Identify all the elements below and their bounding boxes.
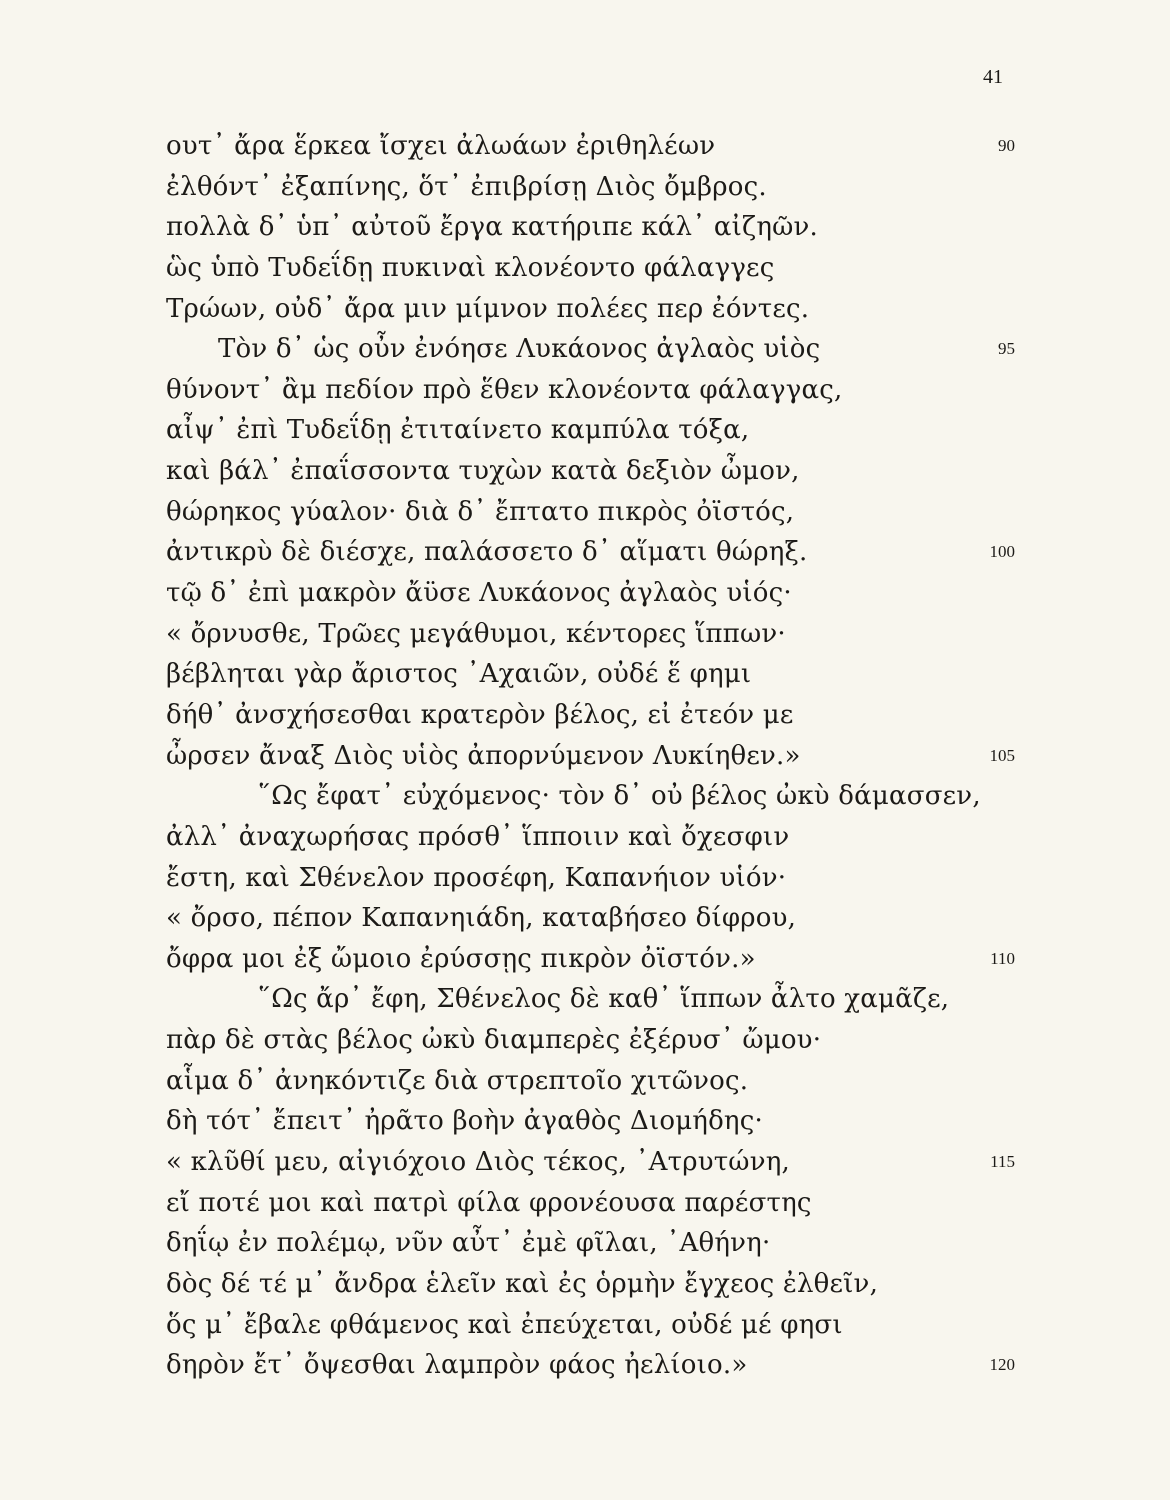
verse-line <box>0 126 1170 167</box>
verse-line <box>0 776 1170 817</box>
verse-line <box>0 1223 1170 1264</box>
verse-text: δὴ τότ᾽ ἔπειτ᾽ ἠρᾶτο βοὴν ἀγαθὸς Διομήδης· <box>166 1106 763 1137</box>
verse-text: θύνοντ᾽ ἂμ πεδίον πρὸ ἕθεν κλονέοντα φάλαγγας, <box>166 374 843 405</box>
line-number: 120 <box>989 1355 1015 1375</box>
verse-text: δηΐῳ ἐν πολέμῳ, νῦν αὖτ᾽ ἐμὲ φῖλαι, ᾿Αθήνη· <box>166 1228 771 1259</box>
verse-line <box>0 1345 1170 1386</box>
verse-line <box>0 492 1170 533</box>
verse-text: ουτ᾽ ἄρα ἕρκεα ἴσχει ἀλωάων ἐριθηλέων <box>166 131 716 161</box>
verse-line <box>0 248 1170 289</box>
verse-text: βέβληται γὰρ ἄριστος ᾿Αχαιῶν, οὐδέ ἕ φημι <box>166 659 752 690</box>
verse-text: εἴ ποτέ μοι καὶ πατρὶ φίλα φρονέουσα παρέστης <box>166 1187 812 1218</box>
verse-text: δὸς δέ τέ μ᾽ ἄνδρα ἑλεῖν καὶ ἐς ὁρμὴν ἔγχεος ἐλθεῖν, <box>166 1268 879 1299</box>
verse-line <box>0 858 1170 899</box>
verse-text: ἐλθόντ᾽ ἐξαπίνης, ὅτ᾽ ἐπιβρίσῃ Διὸς ὄμβρος. <box>166 171 767 202</box>
verse-text: θώρηκος γύαλον· διὰ δ᾽ ἔπτατο πικρὸς ὀϊστός, <box>166 496 795 527</box>
verse-text: πὰρ δὲ στὰς βέλος ὠκὺ διαμπερὲς ἐξέρυσ᾽ ὤμου· <box>166 1025 822 1056</box>
verse-text: Τρώων, οὐδ᾽ ἄρα μιν μίμνον πολέες περ ἐόντες. <box>166 293 810 324</box>
line-number: 110 <box>990 948 1015 968</box>
verse-line <box>0 329 1170 370</box>
verse-text: « ὄρσο, πέπον Καπανηιάδη, καταβήσεο δίφρου, <box>166 903 797 934</box>
verse-text: δήθ᾽ ἀνσχήσεσθαι κρατερὸν βέλος, εἰ ἐτεόν με <box>166 699 794 730</box>
verse-line <box>0 939 1170 980</box>
verse-line <box>0 979 1170 1020</box>
verse-text: πολλὰ δ᾽ ὑπ᾽ αὐτοῦ ἔργα κατήριπε κάλ᾽ αἰζηῶν. <box>166 212 818 243</box>
verse-line <box>0 695 1170 736</box>
verse-text: ὄφρα μοι ἐξ ὤμοιο ἐρύσσῃς πικρὸν ὀϊστόν.» <box>166 943 756 974</box>
verse-text: δηρὸν ἔτ᾽ ὄψεσθαι λαμπρὸν φάος ἠελίοιο.» <box>166 1350 748 1381</box>
verse-text: « ὄρνυσθε, Τρῶες μεγάθυμοι, κέντορες ἵππων· <box>166 618 786 649</box>
verse-line <box>0 1020 1170 1061</box>
verse-text: ῞Ως ἄρ᾽ ἔφη, Σθένελος δὲ καθ᾽ ἵππων ἆλτο χαμᾶζε, <box>258 984 950 1015</box>
verse-text: αἶψ᾽ ἐπὶ Τυδεΐδῃ ἐτιταίνετο καμπύλα τόξα, <box>166 415 750 446</box>
line-number: 100 <box>989 542 1015 562</box>
verse-line <box>0 1183 1170 1224</box>
verse-line <box>0 410 1170 451</box>
verse-text: Τὸν δ᾽ ὡς οὖν ἐνόησε Λυκάονος ἀγλαὸς υἱὸς <box>218 334 821 365</box>
verse-text: ῞Ως ἔφατ᾽ εὐχόμενος· τὸν δ᾽ οὐ βέλος ὠκὺ δάμασσεν, <box>258 781 981 812</box>
verse-line <box>0 736 1170 777</box>
verse-line <box>0 898 1170 939</box>
verse-text: ἀλλ᾽ ἀναχωρήσας πρόσθ᾽ ἵπποιιν καὶ ὄχεσφιν <box>166 821 790 852</box>
verse-block <box>0 126 1170 1386</box>
verse-line <box>0 451 1170 492</box>
verse-line <box>0 1305 1170 1346</box>
verse-line <box>0 654 1170 695</box>
page-number: 41 <box>983 66 1003 88</box>
verse-line <box>0 817 1170 858</box>
verse-line <box>0 614 1170 655</box>
verse-line <box>0 573 1170 614</box>
verse-line <box>0 167 1170 208</box>
verse-text: ἀντικρὺ δὲ διέσχε, παλάσσετο δ᾽ αἵματι θώρηξ. <box>166 537 808 568</box>
verse-line <box>0 289 1170 330</box>
verse-line <box>0 1142 1170 1183</box>
line-number: 105 <box>989 745 1015 765</box>
verse-text: ὣς ὑπὸ Τυδεΐδῃ πυκιναὶ κλονέοντο φάλαγγες <box>166 252 775 283</box>
line-number: 90 <box>998 136 1015 155</box>
line-number: 115 <box>990 1152 1015 1172</box>
verse-line <box>0 1061 1170 1102</box>
verse-line <box>0 532 1170 573</box>
verse-text: αἷμα δ᾽ ἀνηκόντιζε διὰ στρεπτοῖο χιτῶνος. <box>166 1065 749 1096</box>
verse-text: ὅς μ᾽ ἔβαλε φθάμενος καὶ ἐπεύχεται, οὐδέ μέ φησι <box>166 1309 843 1340</box>
verse-text: ἔστη, καὶ Σθένελον προσέφη, Καπανήιον υἱόν· <box>166 862 787 893</box>
verse-text: « κλῦθί μευ, αἰγιόχοιο Διὸς τέκος, ᾿Ατρυτώνη, <box>166 1147 790 1178</box>
verse-line <box>0 1101 1170 1142</box>
verse-line <box>0 207 1170 248</box>
verse-text: τῷ δ᾽ ἐπὶ μακρὸν ἄϋσε Λυκάονος ἀγλαὸς υἱός· <box>166 578 792 609</box>
verse-text: ὦρσεν ἄναξ Διὸς υἱὸς ἀπορνύμενον Λυκίηθεν.» <box>166 740 801 771</box>
verse-line <box>0 370 1170 411</box>
verse-line <box>0 1264 1170 1305</box>
line-number: 95 <box>998 339 1015 359</box>
verse-text: καὶ βάλ᾽ ἐπαΐσσοντα τυχὼν κατὰ δεξιὸν ὦμον, <box>166 456 800 487</box>
